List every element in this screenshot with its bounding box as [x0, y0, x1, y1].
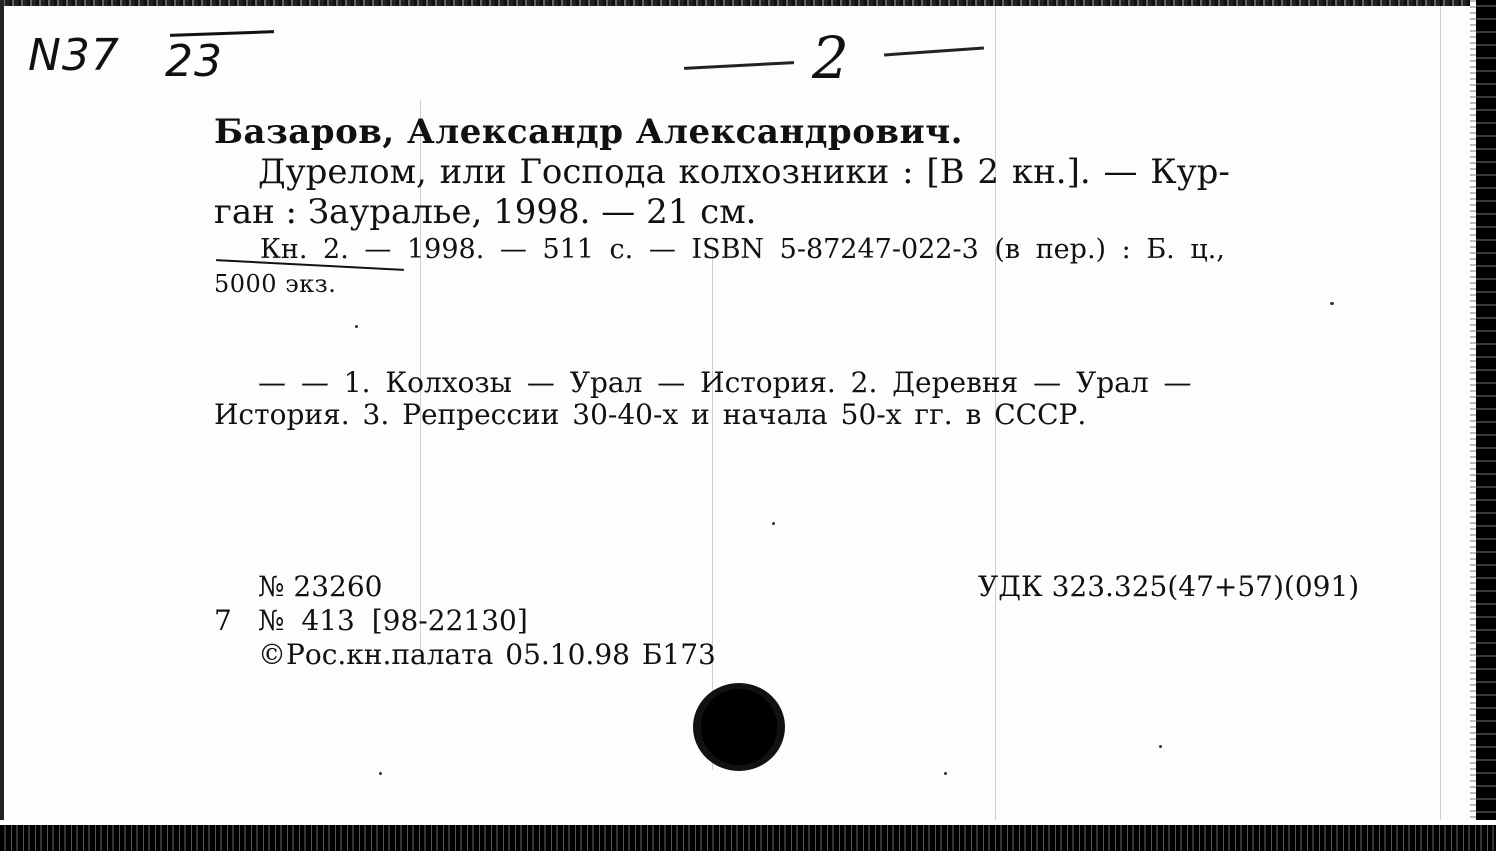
record-number: № 23260: [258, 570, 383, 603]
handwritten-dash-right: [884, 47, 984, 57]
title-line-2: ган : Зауралье, 1998. — 21 см.: [214, 192, 757, 232]
prefix-digit: 7: [214, 604, 232, 637]
handwritten-sub-number: 23: [165, 36, 223, 87]
subjects-line-1: — — 1. Колхозы — Урал — История. 2. Деревня — Урал —: [258, 366, 1192, 399]
scan-edge-top: [0, 0, 1496, 6]
scan-line: [1440, 0, 1441, 820]
scan-speck: [1330, 302, 1334, 305]
scan-edge-bottom: [0, 820, 1496, 851]
scan-speck: [379, 772, 382, 775]
volume-line-1: Кн. 2. — 1998. — 511 с. — ISBN 5-87247-022-3 (в пер.) : Б. ц.,: [260, 234, 1225, 265]
handwritten-card-number: 2: [812, 24, 849, 92]
author-heading: Базаров, Александр Александрович.: [214, 112, 963, 152]
volume-line-2: 5000 экз.: [214, 270, 337, 298]
copyright-line: ©Рос.кн.палата 05.10.98 Б173: [258, 638, 716, 671]
udc-classification: УДК 323.325(47+57)(091): [978, 570, 1360, 603]
registration-number: № 413 [98-22130]: [258, 604, 528, 637]
scan-speck: [355, 325, 358, 328]
scan-speck: [1159, 745, 1162, 748]
scan-edge-left: [0, 0, 4, 851]
handwritten-dash-left: [684, 61, 794, 70]
scan-speck: [944, 772, 947, 775]
title-line-1: Дурелом, или Господа колхозники : [В 2 кн.]. — Кур-: [258, 152, 1230, 192]
scan-edge-right: [1476, 0, 1496, 851]
handwritten-card-number-group: [684, 24, 984, 100]
handwritten-call-number: N37: [28, 30, 120, 81]
subjects-line-2: История. 3. Репрессии 30-40-х и начала 50-х гг. в СССР.: [214, 398, 1087, 431]
scan-speck: [772, 522, 775, 525]
punch-hole: [693, 683, 785, 771]
